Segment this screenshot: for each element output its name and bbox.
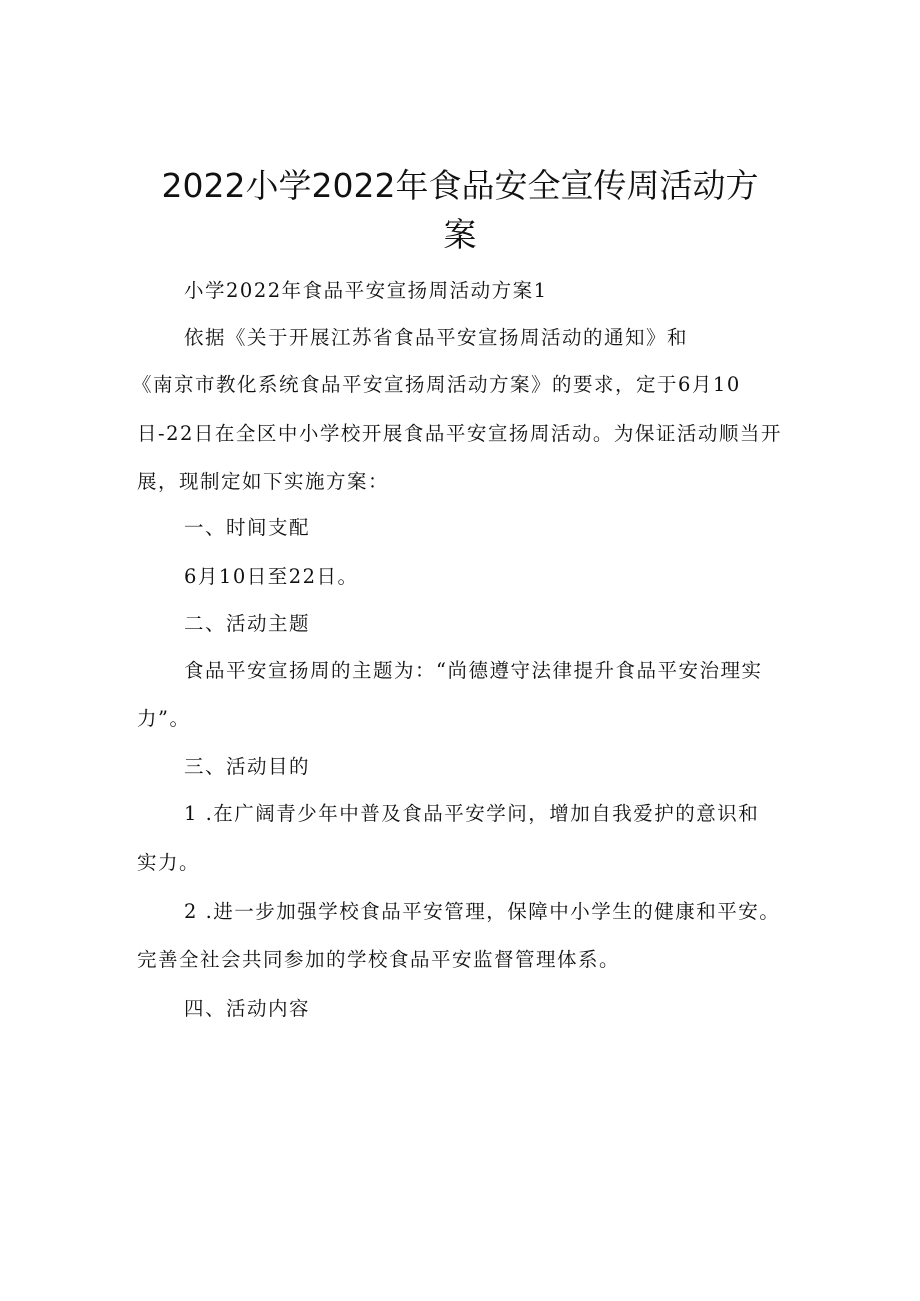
document-title-line-1: 2022小学2022年食品安全宣传周活动方 [161,166,759,205]
paragraph-line-3: 《南京市教化系统食品平安宣扬周活动方案》的要求，定于6月10 [132,373,741,396]
section-heading-1: 一、时间支配 [184,516,311,539]
paragraph-line-5: 展，现制定如下实施方案： [137,470,390,493]
paragraph-line-7: 食品平安宣扬周的主题为：“尚德遵守法律提升食品平安治理实 [184,659,763,682]
paragraph-line-9: 1 .在广阔青少年中普及食品平安学问，增加自我爱护的意识和 [184,802,760,825]
section-heading-2: 二、活动主题 [184,612,311,635]
paragraph-line-8: 力”。 [137,707,191,730]
paragraph-line-10: 实力。 [137,851,201,874]
section-heading-3: 三、活动目的 [184,755,311,778]
document-title-line-2: 案 [443,215,477,254]
paragraph-line-12: 完善全社会共同参加的学校食品平安监督管理体系。 [137,948,621,971]
paragraph-line-1: 小学2022年食品平安宣扬周活动方案1 [184,279,548,302]
paragraph-line-2: 依据《关于开展江苏省食品平安宣扬周活动的通知》和 [184,326,689,349]
section-heading-4: 四、活动内容 [184,997,311,1020]
paragraph-line-6: 6月10日至22日。 [184,565,359,588]
paragraph-line-11: 2 .进一步加强学校食品平安管理，保障中小学生的健康和平安。 [184,900,781,923]
paragraph-line-4: 日-22日在全区中小学校开展食品平安宣扬周活动。为保证活动顺当开 [137,422,782,445]
